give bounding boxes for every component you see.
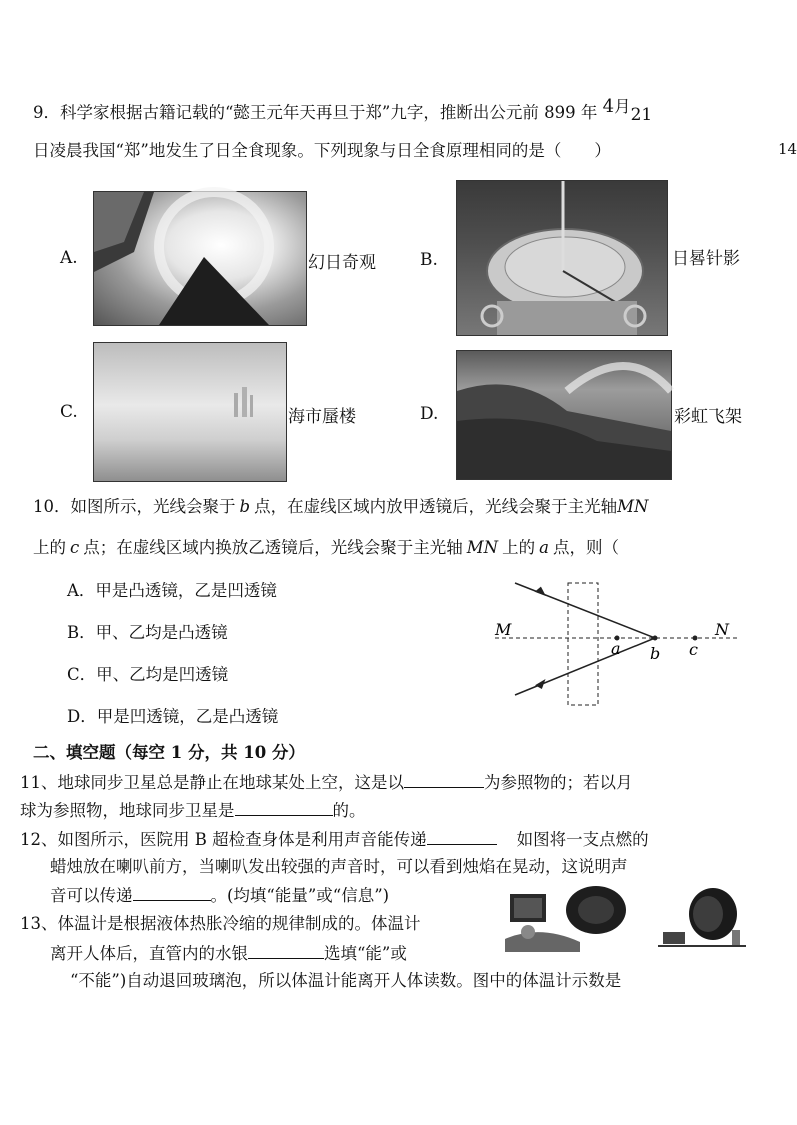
q10-line2-a: 上的 — [33, 538, 66, 557]
label-b: b — [650, 644, 661, 663]
q10-axis-mn-2: MN — [466, 538, 499, 557]
lower-ray-arrow — [534, 679, 548, 691]
ultrasound-exam-image — [500, 884, 630, 952]
lower-ray — [515, 638, 655, 695]
label-a: a — [611, 639, 621, 658]
q12-line2: 蜡烛放在喇叭前方，当喇叭发出较强的声音时，可以看到烛焰在晃动，这说明声 — [50, 857, 628, 876]
q10-line1 — [33, 496, 648, 518]
label-c: c — [689, 640, 698, 659]
q9-line2: 日凌晨我国“郑”地发生了日全食现象。下列现象与日全食原理相同的是（ ） — [33, 141, 611, 160]
q10-line2 — [33, 537, 619, 559]
q9-option-c-caption: 海市蜃楼 — [288, 407, 356, 427]
q12-line3-b: 。(均填“能量”或“信息”) — [210, 886, 390, 905]
q12-line1-a: 12、如图所示，医院用 B 超检查身体是利用声音能传递 — [20, 830, 427, 849]
dashed-lens-region — [568, 583, 598, 705]
q11-line1-a: 11、地球同步卫星总是静止在地球某处上空，这是以 — [20, 773, 404, 792]
q11-line2 — [20, 799, 366, 822]
q11-line2-a: 球为参照物，地球同步卫星是 — [20, 801, 235, 820]
q10-option-a: A．甲是凸透镜，乙是凹透镜 — [67, 581, 277, 600]
q12-line3 — [50, 884, 389, 907]
q11-line1-b: 为参照物的；若以月 — [484, 773, 633, 792]
q9-option-c-letter: C. — [60, 402, 78, 422]
q9-option-b-letter: B. — [420, 250, 438, 270]
q10-option-d: D．甲是凹透镜，乙是凸透镜 — [67, 707, 279, 726]
q9-option-b-image — [456, 180, 668, 336]
q13-line2 — [50, 942, 407, 965]
q9-option-b-caption: 日晷针影 — [672, 249, 740, 269]
q11-line1 — [20, 771, 633, 794]
q9-option-d-caption: 彩虹飞架 — [674, 407, 742, 427]
q13-line1: 13、体温计是根据液体热胀冷缩的规律制成的。体温计 — [20, 914, 421, 933]
q11-line2-b: 的。 — [332, 801, 366, 820]
q9-option-a-letter: A. — [60, 248, 78, 268]
q10-point-b: b — [239, 497, 251, 516]
q10-line2-g: 点，则（ — [552, 538, 619, 557]
q9-month: 4 — [602, 96, 615, 117]
q10-lens-diagram — [485, 575, 750, 715]
q10-point-a: a — [539, 538, 549, 557]
q12-blank-2[interactable] — [133, 884, 211, 901]
speaker-candle-image — [658, 886, 746, 952]
q13-line2-b: 选填“能”或 — [324, 944, 407, 963]
q9-day: 21 — [630, 105, 653, 125]
q13-line3: “不能”)自动退回玻璃泡，所以体温计能离开人体读数。图中的体温计示数是 — [70, 971, 622, 990]
q9-option-a-image — [93, 191, 307, 326]
q9-option-a-caption: 幻日奇观 — [308, 253, 376, 273]
q10-axis-mn: MN — [617, 497, 649, 516]
q10-line1-c: 点，在虚线区域内放甲透镜后，光线会聚于主光轴 — [254, 497, 618, 516]
q10-line2-e: 上的 — [502, 538, 536, 557]
q11-blank-2[interactable] — [235, 799, 333, 816]
page-number: 14 — [778, 140, 797, 158]
section2-title: 二、填空题（每空 1 分，共 10 分） — [33, 743, 305, 762]
q11-blank-1[interactable] — [404, 771, 484, 788]
q10-option-c: C．甲、乙均是凹透镜 — [67, 665, 229, 684]
q13-blank-1[interactable] — [248, 942, 324, 959]
q10-line1-a: 10．如图所示，光线会聚于 — [33, 497, 236, 516]
q12-line1-b: 如图将一支点燃的 — [516, 830, 649, 849]
q9-option-d-letter: D. — [420, 404, 439, 424]
point-b-dot — [653, 636, 658, 641]
q10-point-c: c — [70, 538, 80, 557]
q9-line1 — [33, 96, 653, 125]
q12-blank-1[interactable] — [427, 828, 497, 845]
upper-ray-arrow — [535, 585, 549, 596]
q12-line1 — [20, 828, 649, 851]
q12-line3-a: 音可以传递 — [50, 886, 133, 905]
label-n: N — [715, 620, 729, 639]
q10-line2-c: 点；在虚线区域内换放乙透镜后，光线会聚于主光轴 — [83, 538, 463, 557]
q13-line2-a: 离开人体后，直管内的水银 — [50, 944, 248, 963]
q9-option-d-image — [456, 350, 672, 480]
q9-option-c-image — [93, 342, 287, 482]
q9-line1-text: 9．科学家根据古籍记载的“懿王元年天再旦于郑”九字，推断出公元前 899 年 — [33, 103, 598, 122]
label-m: M — [495, 620, 512, 639]
q9-month-unit: 月 — [614, 97, 631, 116]
q10-option-b: B．甲、乙均是凸透镜 — [67, 623, 228, 642]
